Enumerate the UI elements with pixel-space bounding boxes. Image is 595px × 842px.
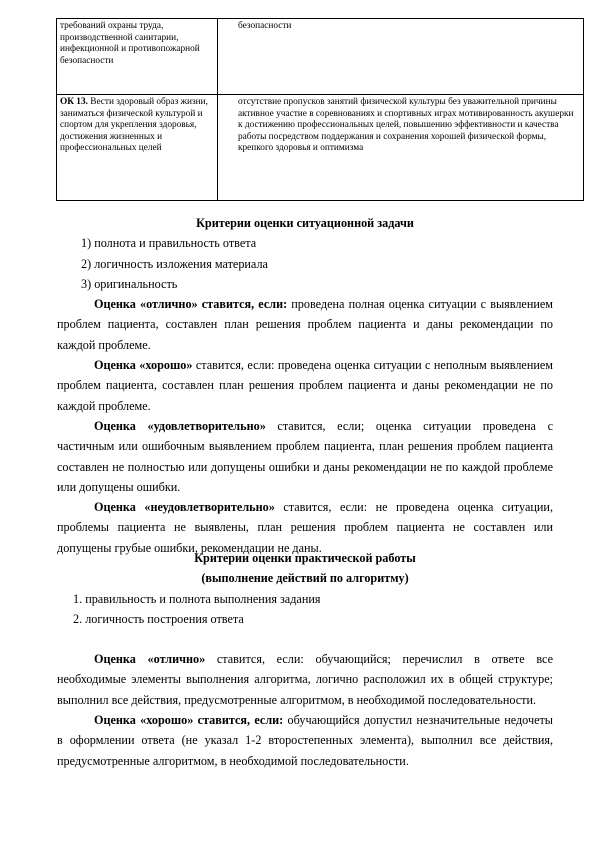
competence-table	[56, 18, 584, 201]
grade-paragraph	[57, 710, 553, 771]
grade-paragraph	[57, 649, 553, 710]
indicator-cell	[218, 19, 584, 95]
competence-cell	[57, 95, 218, 201]
grade-label: Оценка «удовлетворительно»	[94, 418, 266, 433]
practical-section	[57, 548, 553, 771]
grade-text: проведена полная оценка ситуации с выявлением проблем пациента, составлен план решения проблем пациента и даны рекомендации по каждой проблеме.	[57, 297, 553, 352]
indicator-text: безопасности	[238, 21, 292, 31]
situational-section	[57, 213, 553, 558]
list-item: 1. правильность и полнота выполнения задания	[73, 591, 321, 606]
competence-cell	[57, 19, 218, 95]
criteria-list	[57, 233, 553, 294]
list-item: 2) логичность изложения материала	[81, 256, 268, 271]
grade-text: ставится, если: проведена оценка ситуации с неполным выявлением проблем пациента, составлен план решения проблем пациента и даны рекомендации не по каждой проблеме.	[57, 358, 553, 413]
table-row	[57, 19, 584, 95]
indicator-text: отсутствие пропусков занятий физической культуры без уважительной причины	[238, 97, 557, 107]
list-item: 1) полнота и правильность ответа	[81, 236, 257, 251]
grade-text: ставится, если: не проведена оценка ситуации, проблемы пациента не выявлены, план решения проблем пациента не составлен или допущены грубые ошибки, рекомендации не даны.	[57, 500, 553, 555]
grade-text: обучающийся допустил незначительные недочеты в оформлении ответа (не указал 1-2 второстепенных элемента), выполнил все действия, предусмотренные алгоритмом, в необходимой последовательности.	[57, 713, 553, 768]
grade-paragraph	[57, 355, 553, 416]
table-row	[57, 95, 584, 201]
indicator-text: активное участие в соревнованиях и спортивных играх мотивированность акушерки к достижению профессиональных целей, повышению эффективности и качества работы посредством поддержания и сохранения хорошей физической формы, крепкого здоровья и оптимизма	[238, 108, 574, 154]
grade-label: Оценка «неудовлетворительно»	[94, 500, 275, 515]
competence-text: Вести здоровый образ жизни, заниматься физической культурой и спортом для укрепления здоровья, достижения жизненных и профессиональных целей	[60, 97, 208, 154]
section-title: Критерии оценки ситуационной задачи	[196, 216, 414, 230]
grade-text: ставится, если; оценка ситуации проведена с частичным или ошибочным выявлением проблем пациента, план решения проблем пациента составлен не полностью или допущены ошибки и даны рекомендации не по каждой проблеме или допущены ошибки.	[57, 418, 553, 494]
grade-label: Оценка «отлично»	[94, 652, 206, 667]
grade-label: Оценка «хорошо» ставится, если:	[94, 713, 284, 728]
list-item: 3) оригинальность	[81, 276, 178, 291]
list-item: 2. логичность построения ответа	[73, 611, 244, 626]
grade-label: Оценка «отлично» ставится, если:	[94, 297, 288, 312]
indicator-cell	[218, 95, 584, 201]
grade-text: ставится, если: обучающийся; перечислил в ответе все необходимые элементы выполнения алгоритма, логично расположил их в общей структуре; выполнил все действия, предусмотренные алгоритмом, в необходимой последовательности.	[57, 652, 553, 707]
grade-paragraph	[57, 416, 553, 497]
grade-label: Оценка «хорошо»	[94, 358, 193, 373]
criteria-list	[57, 589, 553, 630]
section-subtitle: (выполнение действий по алгоритму)	[201, 571, 409, 586]
section-title: Критерии оценки практической работы	[194, 551, 416, 565]
grade-paragraph	[57, 294, 553, 355]
competence-code: ОК 13.	[60, 97, 88, 107]
competence-text: требований охраны труда, производственной санитарии, инфекционной и противопожарной безопасности	[60, 21, 200, 66]
